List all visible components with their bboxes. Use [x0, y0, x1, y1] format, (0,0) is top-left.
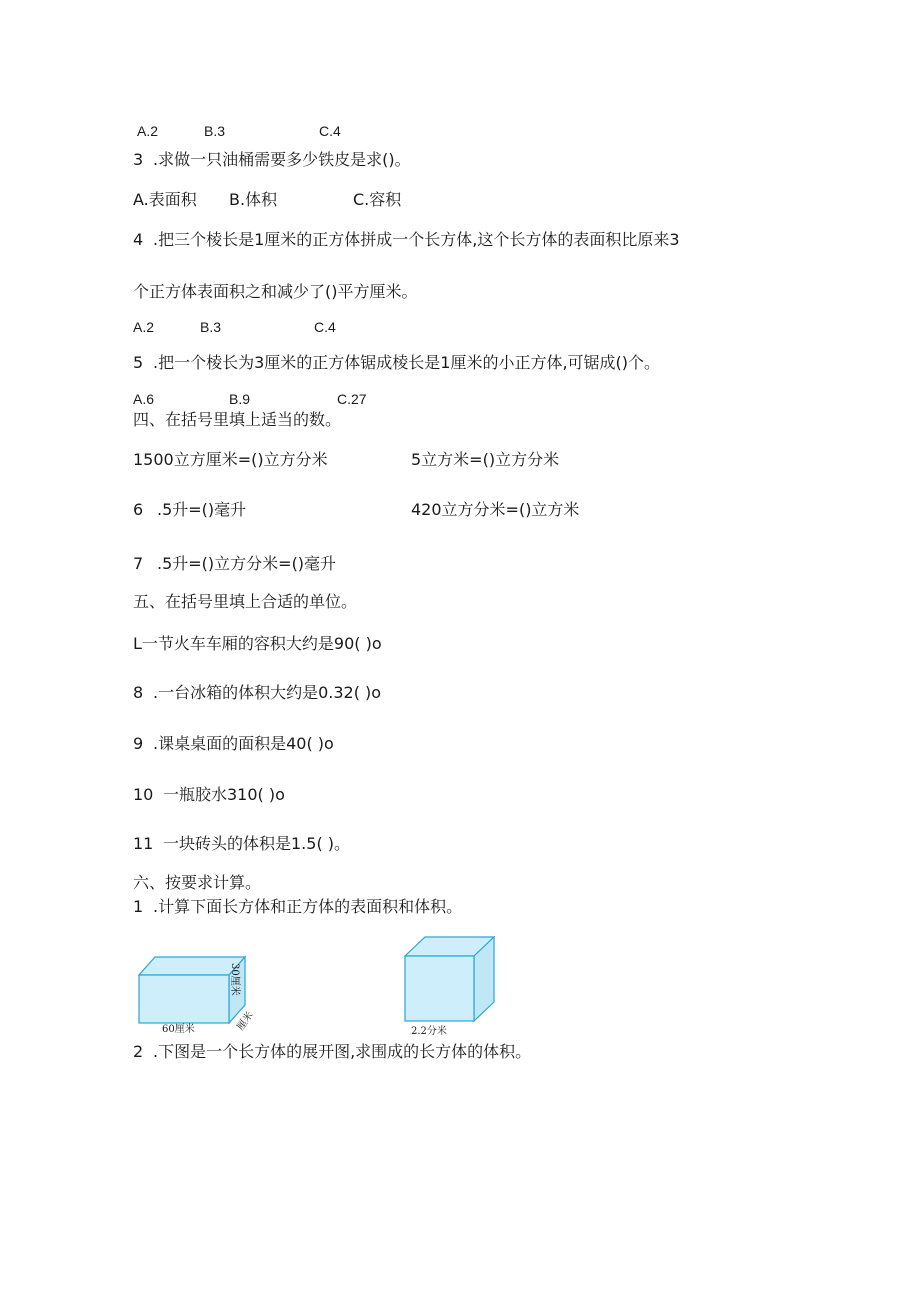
s6-q1-number: 1 — [133, 897, 144, 916]
cuboid-width-label: 厘米 — [235, 1009, 256, 1033]
s5-item-4-number: 10 — [133, 785, 154, 804]
cube-edge-label: 2.2分米 — [411, 1026, 447, 1037]
q5-text: .把一个棱长为3厘米的正方体锯成棱长是1厘米的小正方体,可锯成()个。 — [153, 353, 661, 372]
section6-title: 六、按要求计算。 — [133, 873, 262, 892]
s4-item-3-text: .5升=()毫升 — [157, 500, 247, 519]
q4-text-line1: .把三个棱长是1厘米的正方体拼成一个长方体,这个长方体的表面积比原来3 — [153, 230, 680, 249]
q3-number: 3 — [133, 150, 144, 169]
s5-item-2-number: 8 — [133, 683, 144, 702]
q2-option-c: C.4 — [319, 123, 341, 139]
s4-item-5-number: 7 — [133, 554, 144, 573]
section5-title: 五、在括号里填上合适的单位。 — [133, 592, 358, 611]
s6-q2-text: .下图是一个长方体的展开图,求围成的长方体的体积。 — [153, 1042, 532, 1061]
q4-option-c: C.4 — [314, 319, 336, 335]
q3-option-a: A.表面积 — [133, 190, 197, 209]
s5-item-2-text: .一台冰箱的体积大约是0.32( )o — [153, 683, 382, 702]
cube-front-face — [405, 956, 474, 1021]
q4-option-a: A.2 — [133, 319, 155, 335]
s6-q1-text: .计算下面长方体和正方体的表面积和体积。 — [153, 897, 463, 916]
q4-option-b: B.3 — [200, 319, 222, 335]
q3-option-c: C.容积 — [353, 190, 402, 209]
cuboid-length-label: 60厘米 — [162, 1024, 195, 1035]
cuboid-height-label: 30厘米 — [229, 963, 240, 996]
s5-item-5-text: 一块砖头的体积是1.5( )。 — [163, 834, 351, 853]
s5-item-1: L一节火车车厢的容积大约是90( )o — [133, 634, 382, 653]
s4-item-3-number: 6 — [133, 500, 144, 519]
s5-item-4-text: 一瓶胶水310( )o — [163, 785, 285, 804]
q4-number: 4 — [133, 230, 144, 249]
q3-option-b: B.体积 — [229, 190, 278, 209]
s4-item-2: 5立方米=()立方分米 — [411, 450, 560, 469]
s4-item-1: 1500立方厘米=()立方分米 — [133, 450, 328, 469]
q5-option-a: A.6 — [133, 391, 155, 407]
q5-option-c: C.27 — [337, 391, 367, 407]
q2-option-b: B.3 — [204, 123, 226, 139]
q2-option-a: A.2 — [137, 123, 159, 139]
cuboid-front-face — [139, 975, 229, 1023]
q5-option-b: B.9 — [229, 391, 251, 407]
q3-text: .求做一只油桶需要多少铁皮是求()。 — [153, 150, 411, 169]
s4-item-4: 420立方分米=()立方米 — [411, 500, 580, 519]
q4-text-line2: 个正方体表面积之和减少了()平方厘米。 — [133, 282, 418, 301]
cube-figure — [404, 934, 504, 1024]
s5-item-3-number: 9 — [133, 734, 144, 753]
q5-number: 5 — [133, 353, 144, 372]
s5-item-3-text: .课桌桌面的面积是40( )o — [153, 734, 334, 753]
s5-item-5-number: 11 — [133, 834, 154, 853]
s4-item-5-text: .5升=()立方分米=()毫升 — [157, 554, 337, 573]
section4-title: 四、在括号里填上适当的数。 — [133, 410, 342, 429]
s6-q2-number: 2 — [133, 1042, 144, 1061]
